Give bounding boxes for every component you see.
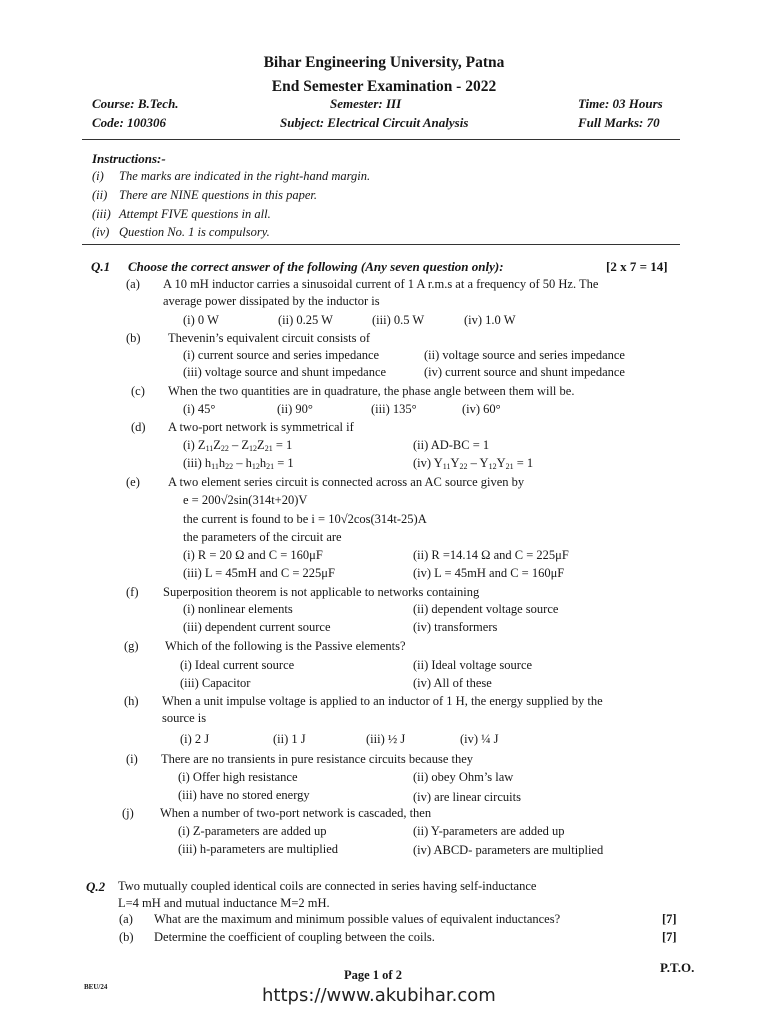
question-marks: [2 x 7 = 14] (606, 259, 668, 274)
part-label: (a) (126, 277, 140, 291)
option: (ii) R =14.14 Ω and C = 225μF (413, 548, 569, 562)
option: (ii) voltage source and series impedance (424, 348, 625, 362)
option: (i) Ideal current source (180, 658, 295, 672)
instruction-num: (iv) (92, 225, 110, 239)
marks-label: Full Marks: 70 (578, 115, 660, 130)
course-label: Course: B.Tech. (92, 96, 179, 111)
option: (ii) obey Ohm’s law (413, 770, 514, 784)
instruction-text: Attempt FIVE questions in all. (119, 207, 271, 221)
option: (ii) AD-BC = 1 (413, 438, 490, 452)
question-text: source is (162, 711, 207, 725)
question-text: A 10 mH inductor carries a sinusoidal current of 1 A r.m.s at a frequency of 50 Hz. The (163, 277, 599, 291)
option: (i) Z-parameters are added up (178, 824, 327, 838)
instruction-num: (ii) (92, 188, 108, 202)
instruction-num: (iii) (92, 207, 111, 221)
question-text: the parameters of the circuit are (183, 530, 342, 544)
option: (i) nonlinear elements (183, 602, 293, 616)
option: (i) Offer high resistance (178, 770, 298, 784)
part-label: (b) (119, 930, 134, 944)
option: (iv) 1.0 W (464, 313, 516, 327)
part-label: (e) (126, 475, 140, 489)
part-label: (f) (126, 585, 139, 599)
code-label: Code: 100306 (92, 115, 167, 130)
subject-label: Subject: Electrical Circuit Analysis (280, 115, 469, 130)
option: (ii) Y-parameters are added up (413, 824, 565, 838)
option: (iii) dependent current source (183, 620, 331, 634)
question-text: average power dissipated by the inductor is (163, 294, 380, 308)
option: (iii) ½ J (366, 732, 406, 746)
option: (ii) Ideal voltage source (413, 658, 533, 672)
option: (i) current source and series impedance (183, 348, 380, 362)
part-label: (h) (124, 694, 139, 708)
question-text: Two mutually coupled identical coils are connected in series having self-inductance (118, 879, 537, 893)
option: (iv) ABCD- parameters are multiplied (413, 843, 604, 857)
option: (iii) Capacitor (180, 676, 251, 690)
question-text: A two element series circuit is connected across an AC source given by (168, 475, 525, 489)
option: (iv) transformers (413, 620, 498, 634)
option: (iii) h-parameters are multiplied (178, 842, 339, 856)
header-divider (82, 139, 680, 140)
option: (iv) L = 45mH and C = 160μF (413, 566, 565, 580)
instructions-divider (82, 244, 680, 245)
part-marks: [7] (662, 912, 677, 926)
option: (iii) 0.5 W (372, 313, 425, 327)
question-text: Which of the following is the Passive elements? (165, 639, 406, 653)
page-number: Page 1 of 2 (344, 968, 402, 982)
question-number: Q.1 (91, 259, 111, 274)
question-number: Q.2 (86, 879, 106, 894)
option: (iv) current source and shunt impedance (424, 365, 625, 379)
question-text: Determine the coefficient of coupling between the coils. (154, 930, 435, 944)
question-text: When a unit impulse voltage is applied to an inductor of 1 H, the energy supplied by the (162, 694, 603, 708)
option: (ii) 90° (277, 402, 313, 416)
question-text: the current is found to be i = 10√2cos(314t-25)A (183, 512, 427, 526)
question-text: Superposition theorem is not applicable to networks containing (163, 585, 480, 599)
option: (ii) 1 J (273, 732, 306, 746)
instruction-text: There are NINE questions in this paper. (119, 188, 318, 202)
paper-code: BEU/24 (84, 983, 108, 991)
instruction-text: Question No. 1 is compulsory. (119, 225, 270, 239)
instructions-title: Instructions:- (92, 151, 166, 166)
option-formula: (iv) $Y_{11}Y_{22} - Y_{12}Y_{21} = 1$ (413, 456, 534, 471)
option: (iv) ¼ J (460, 732, 499, 746)
option: (i) 45° (183, 402, 216, 416)
option: (iv) are linear circuits (413, 790, 521, 804)
option: (ii) dependent voltage source (413, 602, 559, 616)
option: (iv) All of these (413, 676, 492, 690)
instruction-text: The marks are indicated in the right-hand margin. (119, 169, 371, 183)
question-text: When the two quantities are in quadrature, the phase angle between them will be. (168, 384, 575, 398)
part-label: (j) (122, 806, 134, 820)
part-label: (c) (131, 384, 145, 398)
part-marks: [7] (662, 930, 677, 944)
part-label: (d) (131, 420, 146, 434)
question-text: L=4 mH and mutual inductance M=2 mH. (118, 896, 330, 910)
part-label: (i) (126, 752, 138, 766)
question-title: Choose the correct answer of the following (Any seven question only): (128, 259, 504, 274)
part-label: (a) (119, 912, 133, 926)
question-text: e = 200√2sin(314t+20)V (183, 493, 308, 507)
part-label: (b) (126, 331, 141, 345)
option: (iv) 60° (462, 402, 501, 416)
option: (iii) L = 45mH and C = 225μF (183, 566, 335, 580)
option: (iii) have no stored energy (178, 788, 310, 802)
question-text: Thevenin’s equivalent circuit consists of (168, 331, 371, 345)
option: (iii) voltage source and shunt impedance (183, 365, 387, 379)
exam-title: End Semester Examination - 2022 (271, 78, 497, 95)
question-text: A two-port network is symmetrical if (168, 420, 354, 434)
question-text: When a number of two-port network is cascaded, then (160, 806, 432, 820)
option: (iii) 135° (371, 402, 417, 416)
option-formula: (iii) $h_{11}h_{22} - h_{12}h_{21} = 1$ (183, 456, 294, 471)
option: (i) 2 J (180, 732, 210, 746)
option-formula: (i) $Z_{11}Z_{22} - Z_{12}Z_{21} = 1$ (183, 438, 293, 453)
instruction-num: (i) (92, 169, 104, 183)
question-text: What are the maximum and minimum possible values of equivalent inductances? (154, 912, 561, 926)
semester-label: Semester: III (330, 96, 402, 111)
option: (ii) 0.25 W (278, 313, 333, 327)
option: (i) 0 W (183, 313, 219, 327)
pto-label: P.T.O. (660, 960, 695, 975)
question-text: There are no transients in pure resistance circuits because they (161, 752, 474, 766)
time-label: Time: 03 Hours (578, 96, 663, 111)
option: (i) R = 20 Ω and C = 160μF (183, 548, 323, 562)
university-name: Bihar Engineering University, Patna (263, 54, 505, 71)
website-url[interactable]: https://www.akubihar.com (262, 985, 496, 1006)
part-label: (g) (124, 639, 139, 653)
